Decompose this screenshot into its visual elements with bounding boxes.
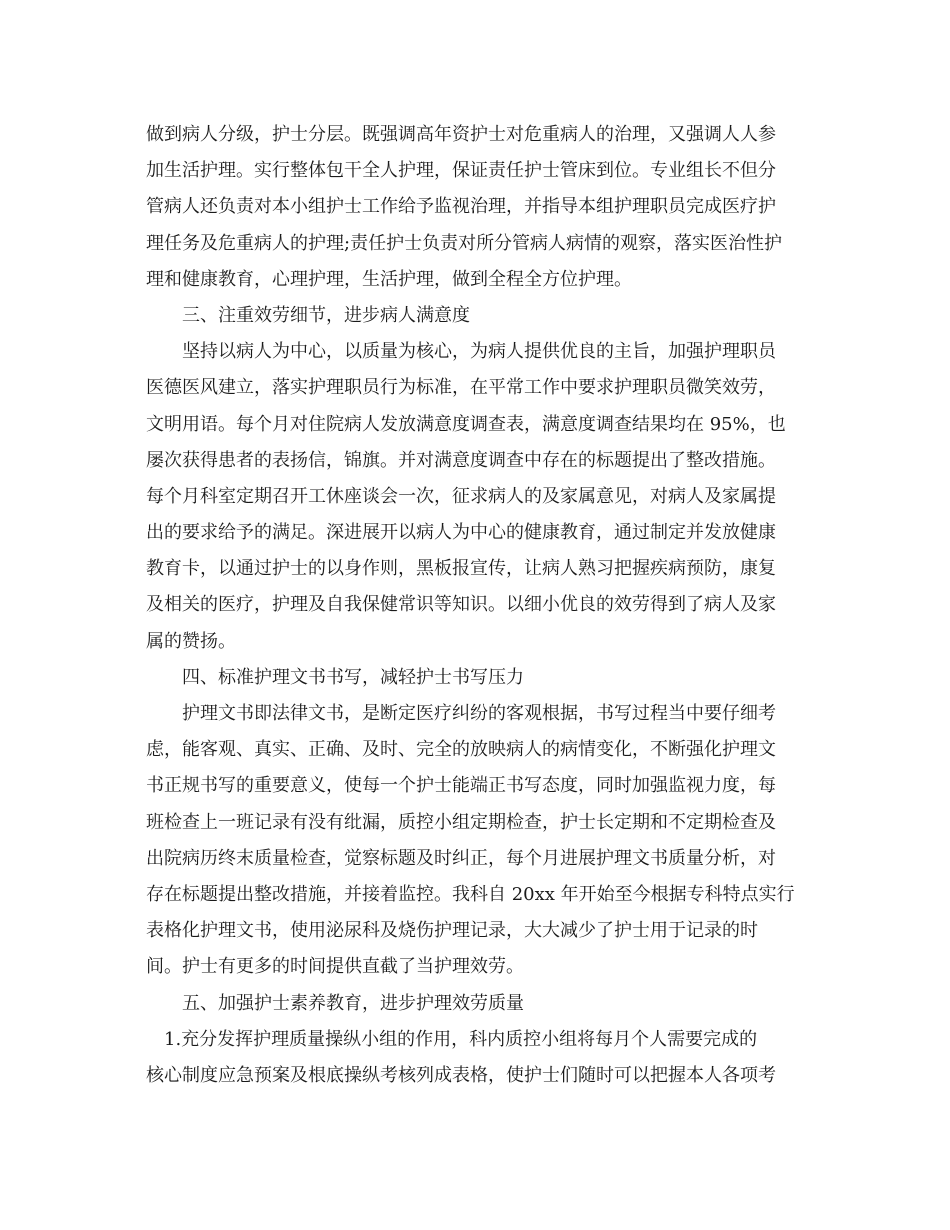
section-heading: 四、标准护理文书书写，减轻护士书写压力 [182, 666, 524, 688]
paragraph-line: 书正规书写的重要意义，使每一个护士能端正书写态度，同时加强监视力度，每 [146, 775, 776, 797]
paragraph-line: 属的赞扬。 [146, 630, 236, 652]
paragraph-line: 存在标题提出整改措施，并接着监控。我科自 20xx 年开始至今根据专科特点实行 [146, 883, 795, 905]
paragraph-line: 教育卡，以通过护士的以身作则，黑板报宣传，让病人熟习把握疾病预防，康复 [146, 558, 776, 580]
paragraph-line: 加生活护理。实行整体包干全人护理，保证责任护士管床到位。专业组长不但分 [146, 160, 776, 182]
paragraph-line: 间。护士有更多的时间提供直截了当护理效劳。 [146, 956, 524, 978]
paragraph-line: 出院病历终末质量检查，觉察标题及时纠正，每个月进展护理文书质量分析，对 [146, 847, 776, 869]
paragraph-line: 虑，能客观、真实、正确、及时、完全的放映病人的病情变化，不断强化护理文 [146, 739, 776, 761]
paragraph-line: 出的要求给予的满足。深进展开以病人为中心的健康教育，通过制定并发放健康 [146, 522, 776, 544]
paragraph-line: 核心制度应急预案及根底操纵考核列成表格，使护士们随时可以把握本人各项考 [146, 1064, 776, 1086]
paragraph-line: 屡次获得患者的表扬信，锦旗。并对满意度调查中存在的标题提出了整改措施。 [146, 449, 776, 471]
paragraph-line: 护理文书即法律文书，是断定医疗纠纷的客观根据，书写过程当中要仔细考 [182, 703, 776, 724]
paragraph-line: 每个月科室定期召开工休座谈会一次，征求病人的及家属意见，对病人及家属提 [146, 485, 776, 507]
document-body [146, 117, 806, 1094]
paragraph-line: 表格化护理文书，使用泌尿科及烧伤护理记录，大大减少了护士用于记录的时 [146, 920, 758, 942]
paragraph-line: 管病人还负责对本小组护士工作给予监视治理，并指导本组护理职员完成医疗护 [146, 196, 776, 218]
paragraph-line: 理和健康教育，心理护理，生活护理，做到全程全方位护理。 [146, 268, 632, 290]
section-heading: 五、加强护士素养教育，进步护理效劳质量 [182, 992, 524, 1014]
paragraph-line: 及相关的医疗，护理及自我保健常识等知识。以细小优良的效劳得到了病人及家 [146, 594, 776, 616]
paragraph-line: 做到病人分级，护士分层。既强调高年资护士对危重病人的治理，又强调人人参 [146, 124, 776, 145]
section-heading: 三、注重效劳细节，进步病人满意度 [182, 304, 470, 326]
paragraph-line: 班检查上一班记录有没有纰漏，质控小组定期检查，护士长定期和不定期检查及 [146, 811, 776, 833]
paragraph-line: 理任务及危重病人的护理;责任护士负责对所分管病人病情的观察，落实医治性护 [146, 232, 783, 254]
paragraph-line: 文明用语。每个月对住院病人发放满意度调查表，满意度调查结果均在 95%，也 [146, 413, 786, 435]
paragraph-line: 坚持以病人为中心，以质量为核心，为病人提供优良的主旨，加强护理职员 [182, 341, 776, 363]
numbered-item-line: 1.充分发挥护理质量操纵小组的作用，科内质控小组将每月个人需要完成的 [164, 1028, 758, 1050]
paragraph-line: 医德医风建立，落实护理职员行为标准，在平常工作中要求护理职员微笑效劳， [146, 377, 776, 399]
